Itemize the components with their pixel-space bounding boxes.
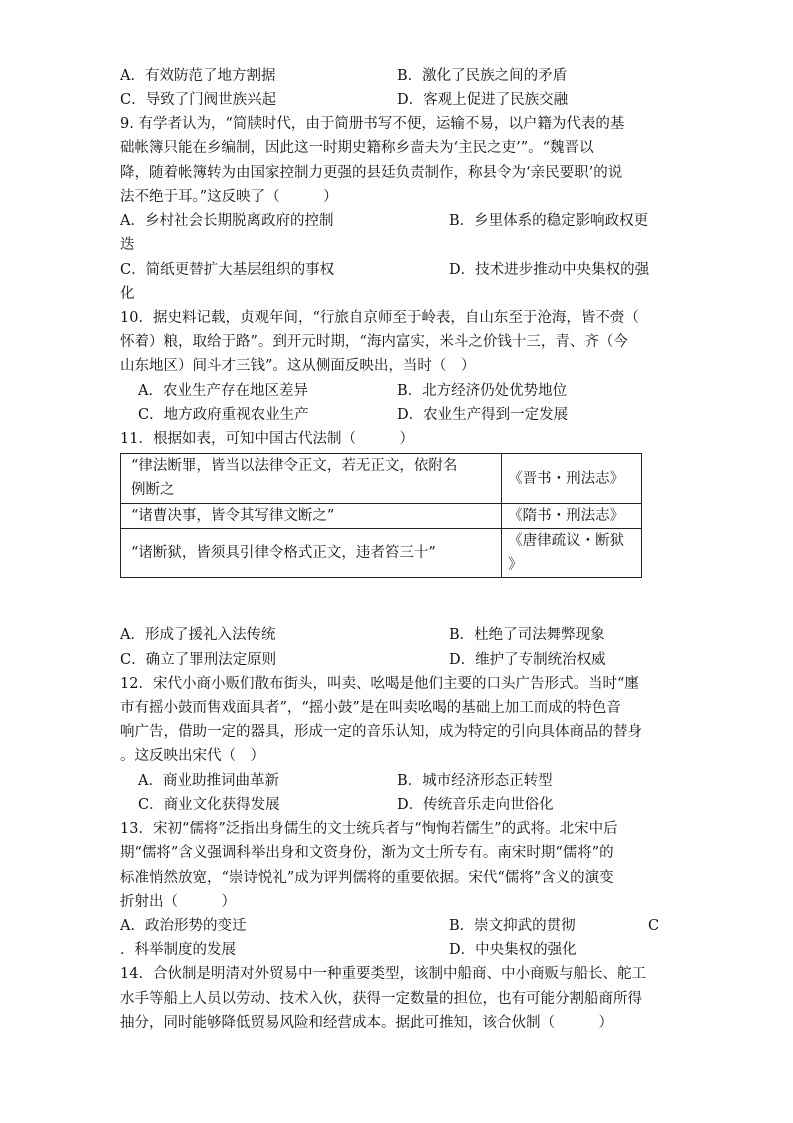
q8-option-b: B．激化了民族之间的矛盾 (397, 68, 568, 84)
q9-stem-line: 础帐簿只能在乡编制，因此这一时期史籍称乡啬夫为‘主民之吏’”。“魏晋以 (120, 140, 594, 156)
q13-stem-line: 13．宋初“儒将”泛指出身儒生的文士统兵者与“恂恂若儒生”的武将。北宋中后 (120, 821, 618, 837)
q13-option-c-letter: C (648, 918, 660, 934)
quote-text: “诸断狱，皆须具引律令格式正文，违者笞三十” (131, 545, 436, 561)
q13-option-b: B．崇文抑武的贯彻 (449, 918, 576, 934)
source-cell (502, 529, 642, 578)
quote-text: “诸曹决事，皆令其写律文断之” (131, 508, 335, 524)
q12-option-a: A．商业助推词曲革新 (138, 773, 279, 789)
q10-option-d: D．农业生产得到一定发展 (397, 407, 569, 423)
quote-cell (121, 504, 502, 529)
table-row (121, 529, 642, 578)
q14-stem-line: 水手等船上人员以劳动、技术入伙，获得一定数量的担位，也有可能分割船商所得 (120, 991, 642, 1007)
q13-stem-line: 标准悄然放宽，“崇诗悦礼”成为评判儒将的重要依据。宋代“儒将”含义的演变 (120, 870, 614, 886)
q11-option-a: A．形成了援礼入法传统 (120, 627, 276, 643)
q9-option-a: A．乡村社会长期脱离政府的控制 (120, 213, 334, 229)
q12-option-d: D．传统音乐走向世俗化 (397, 797, 554, 813)
q10-stem-line: 10．据史料记载，贞观年间，“行旅自京师至于岭表，自山东至于沧海，皆不赍（ (120, 310, 639, 326)
q11-stem: 11．根据如表，可知中国古代法制（ ） (120, 431, 414, 447)
q9-option-c: C．简纸更替扩大基层组织的事权 (120, 262, 335, 278)
q10-stem-line: 怀着）粮，取给于路”。到开元时期，“海内富实，米斗之价钱十三，青、齐（今 (120, 334, 628, 350)
q12-option-b: B．城市经济形态正转型 (397, 773, 553, 789)
q12-stem-line: 响广告，借助一定的器具，形成一定的音乐认知，成为特定的引向具体商品的替身 (120, 724, 642, 740)
q8-option-d: D．客观上促进了民族交融 (397, 92, 569, 108)
q11-option-d: D．维护了专制统治权威 (449, 652, 606, 668)
q9-option-b-wrap: 迭 (120, 237, 135, 253)
q12-stem-line: 。这反映出宋代（ ） (120, 748, 265, 764)
q9-option-d: D．技术进步推动中央集权的强 (449, 262, 650, 278)
quote-cell (121, 529, 502, 578)
q9-option-d-wrap: 化 (120, 286, 135, 302)
source-cell (502, 454, 642, 504)
q8-option-a: A．有效防范了地方割据 (120, 68, 276, 84)
q13-stem-line: 折射出（ ） (120, 894, 236, 910)
source-text: 《唐律疏议・断狱 (508, 533, 625, 549)
q13-option-c: ．科举制度的发展 (120, 942, 236, 958)
q10-option-a: A．农业生产存在地区差异 (138, 383, 308, 399)
table-row (121, 504, 642, 529)
table-row (121, 454, 642, 504)
q9-stem-line: 法不绝于耳。”这反映了（ ） (120, 189, 338, 205)
q9-stem-line: 9. 有学者认为，“简牍时代，由于简册书写不便，运输不易，以户籍为代表的基 (120, 116, 625, 132)
source-cell (502, 504, 642, 529)
q14-stem-line: 抽分，同时能够降低贸易风险和经营成本。据此可推知，该合伙制（ ） (120, 1015, 613, 1031)
quote-text-wrap: 例断之 (131, 482, 175, 498)
q11-option-b: B．杜绝了司法舞弊现象 (449, 627, 605, 643)
q10-option-c: C．地方政府重视农业生产 (138, 407, 309, 423)
law-source-table (120, 453, 642, 578)
q11-option-c: C．确立了罪刑法定原则 (120, 652, 277, 668)
q13-option-d: D．中央集权的强化 (449, 942, 577, 958)
q12-option-c: C．商业文化获得发展 (138, 797, 280, 813)
q12-stem-line: 市有摇小鼓而售戏面具者”，“摇小鼓”是在叫卖吆喝的基础上加工而成的特色音 (120, 700, 621, 716)
source-text-wrap: 》 (508, 557, 523, 573)
q13-stem-line: 期“儒将”含义强调科举出身和文资身份，渐为文士所专有。南宋时期“儒将”的 (120, 845, 614, 861)
q10-stem-line: 山东地区）间斗才三钱”。这从侧面反映出，当时（ ） (120, 358, 476, 374)
q14-stem-line: 14．合伙制是明清对外贸易中一种重要类型，该制中船商、中小商贩与船长、舵工 (120, 966, 646, 982)
source-text: 《晋书・刑法志》 (508, 470, 625, 487)
quote-cell (121, 454, 502, 504)
q8-option-c: C．导致了门阀世族兴起 (120, 92, 277, 108)
source-text: 《隋书・刑法志》 (508, 508, 625, 524)
q9-stem-line: 降，随着帐簿转为由国家控制力更强的县廷负责制作，称县令为‘亲民要职’的说 (120, 165, 623, 181)
q13-option-a: A．政治形势的变迁 (120, 918, 247, 934)
quote-text: “律法断罪，皆当以法律令正文，若无正文，依附名 (131, 458, 458, 474)
q9-option-b: B．乡里体系的稳定影响政权更 (449, 213, 649, 229)
q12-stem-line: 12．宋代小商小贩们散布街头，叫卖、吆喝是他们主要的口头广告形式。当时“廛 (120, 676, 639, 692)
q10-option-b: B．北方经济仍处优势地位 (397, 383, 568, 399)
